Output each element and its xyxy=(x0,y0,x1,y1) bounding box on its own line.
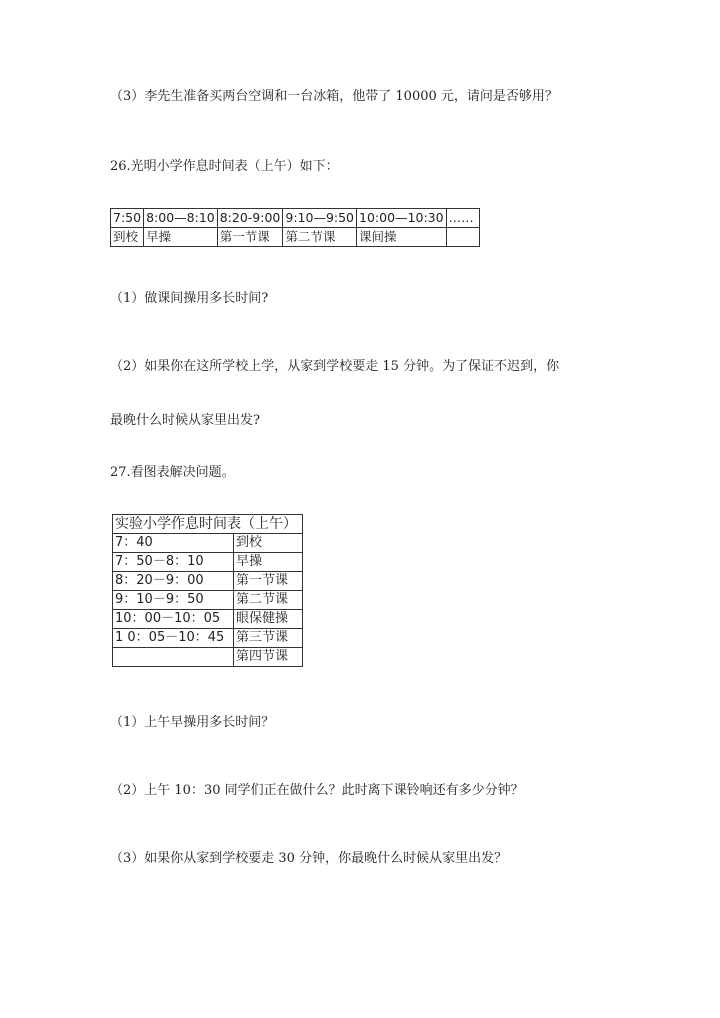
table-row xyxy=(113,553,303,572)
time-cell: 8：20－9：00 xyxy=(113,572,234,591)
schedule-table-27 xyxy=(112,514,303,667)
table-row xyxy=(113,572,303,591)
table-cell: 8:00—8:10 xyxy=(144,209,218,228)
table-cell: …… xyxy=(446,209,479,228)
time-cell: 7：40 xyxy=(113,534,234,553)
table-row xyxy=(113,629,303,648)
table-row xyxy=(111,209,480,228)
question-25-part-3: （3）李先生准备买两台空调和一台冰箱，他带了 10000 元，请问是否够用？ xyxy=(110,89,558,104)
table-row xyxy=(113,610,303,629)
question-26-part-2-line-1: （2）如果你在这所学校上学，从家到学校要走 15 分钟。为了保证不迟到，你 xyxy=(110,359,560,374)
table-cell: 10:00—10:30 xyxy=(357,209,447,228)
question-27-part-1: （1）上午早操用多长时间？ xyxy=(110,715,275,730)
table-row xyxy=(113,648,303,667)
table-cell xyxy=(446,228,479,247)
table-cell: 早操 xyxy=(144,228,218,247)
table-cell: 7:50 xyxy=(111,209,144,228)
time-cell: 1 0：05－10：45 xyxy=(113,629,234,648)
table-cell: 8:20-9:00 xyxy=(217,209,283,228)
activity-cell: 第四节课 xyxy=(234,648,303,667)
question-26-part-1: （1）做课间操用多长时间? xyxy=(110,291,269,306)
activity-cell: 第一节课 xyxy=(234,572,303,591)
question-27-part-2: （2）上午 10：30 同学们正在做什么？此时离下课铃响还有多少分钟？ xyxy=(110,783,524,798)
activity-cell: 第二节课 xyxy=(234,591,303,610)
table-cell: 课间操 xyxy=(357,228,447,247)
time-cell xyxy=(113,648,234,667)
table-cell: 第二节课 xyxy=(283,228,357,247)
question-26-title: 26.光明小学作息时间表（上午）如下： xyxy=(110,159,339,174)
activity-cell: 到校 xyxy=(234,534,303,553)
table-row xyxy=(113,534,303,553)
question-27-title: 27.看图表解决问题。 xyxy=(110,465,235,480)
activity-cell: 早操 xyxy=(234,553,303,572)
question-27-part-3: （3）如果你从家到学校要走 30 分钟，你最晚什么时候从家里出发？ xyxy=(110,851,508,866)
table-cell: 到校 xyxy=(111,228,144,247)
time-cell: 7：50－8：10 xyxy=(113,553,234,572)
table-title-row xyxy=(113,515,303,534)
table-cell: 9:10—9:50 xyxy=(283,209,357,228)
question-26-part-2-line-2: 最晚什么时候从家里出发? xyxy=(110,413,260,428)
time-cell: 10：00－10：05 xyxy=(113,610,234,629)
activity-cell: 第三节课 xyxy=(234,629,303,648)
table-title: 实验小学作息时间表（上午） xyxy=(113,515,303,534)
table-row xyxy=(113,591,303,610)
table-cell: 第一节课 xyxy=(217,228,283,247)
time-cell: 9：10－9：50 xyxy=(113,591,234,610)
activity-cell: 眼保健操 xyxy=(234,610,303,629)
schedule-table-26 xyxy=(110,208,480,247)
table-row xyxy=(111,228,480,247)
